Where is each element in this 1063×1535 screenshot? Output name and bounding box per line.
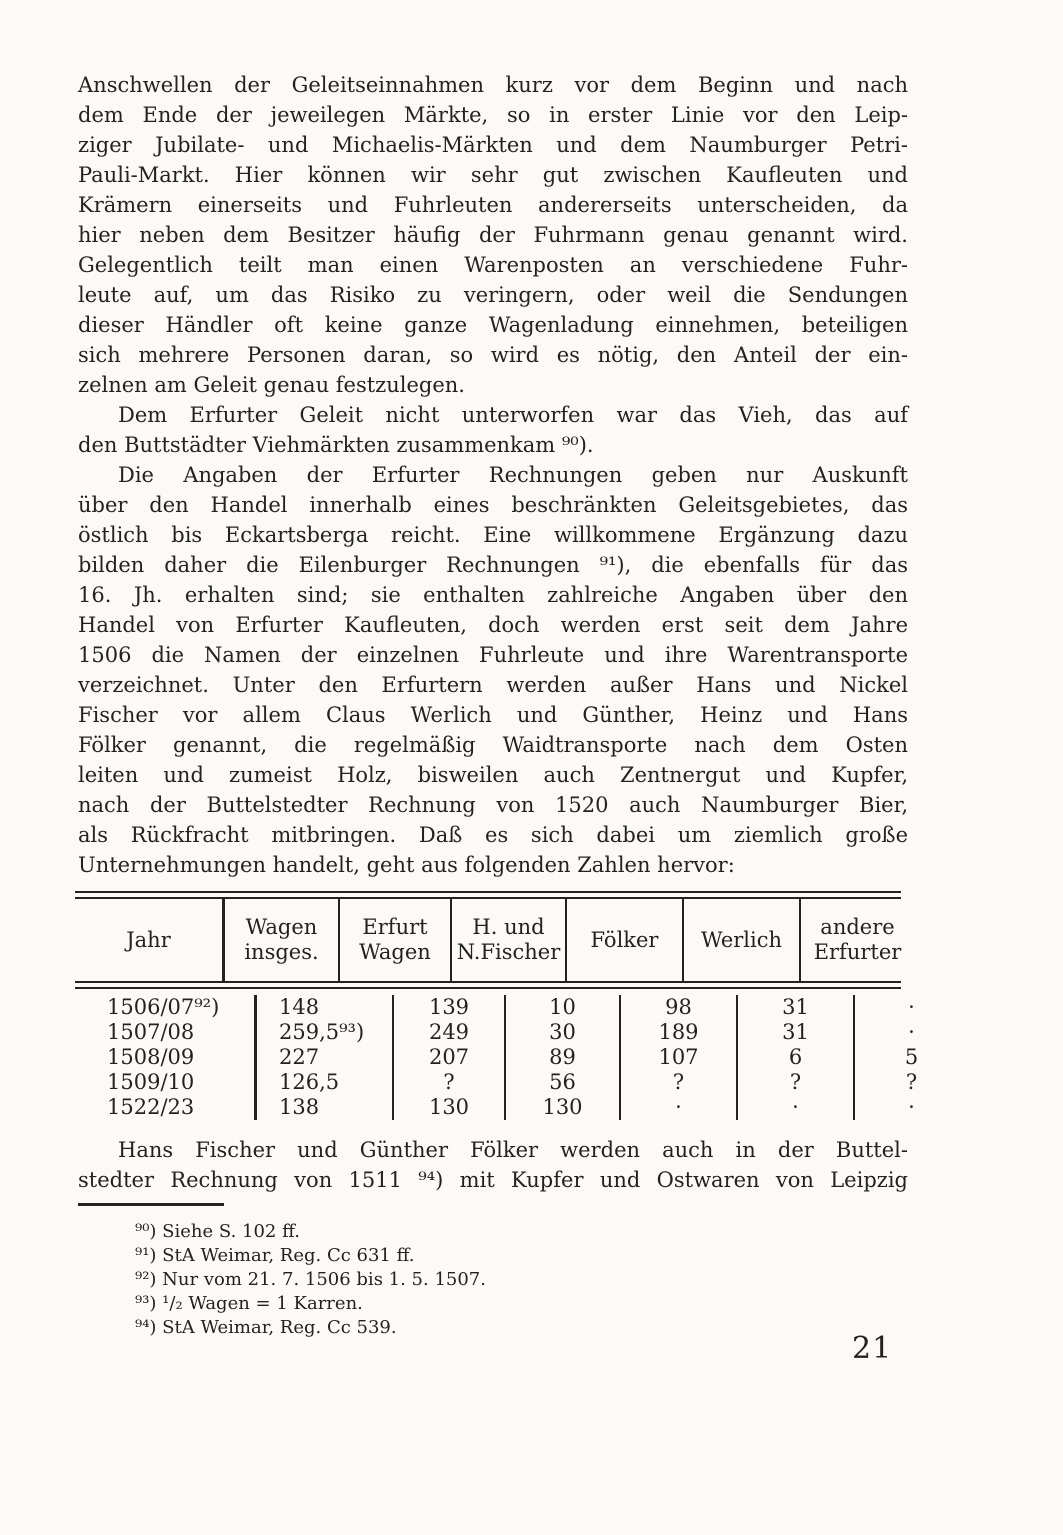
table-cell: 259,5⁹³) [256,1020,394,1045]
freight-statistics-table [75,891,919,1120]
table-header [75,899,914,981]
text-line: als Rückfracht mitbringen. Daß es sich dabei um ziemlich große [78,823,908,847]
text-line: zelnen am Geleit genau festzulegen. [78,373,465,397]
text-line: Die Angaben der Erfurter Rechnungen geben nur Auskunft [118,463,908,487]
table-row [75,1020,968,1045]
table-cell: 189 [620,1020,737,1045]
table-cell: · [908,1095,915,1119]
text-line: Fischer vor allem Claus Werlich und Günther, Heinz und Hans [78,703,908,727]
table-cell: ? [905,1070,918,1094]
table-cell: 89 [505,1045,620,1070]
table-row [75,1095,968,1120]
table-cell: ? [393,1070,505,1095]
body-text [78,70,908,880]
column-header: Wagen insges. [224,899,340,981]
table-cell: 5 [904,1045,919,1069]
footnote: ⁹³) ¹/₂ Wagen = 1 Karren. [135,1293,363,1314]
text-line: Pauli-Markt. Hier können wir sehr gut zwischen Kaufleuten und [78,163,908,187]
footnote: ⁹⁴) StA Weimar, Reg. Cc 539. [135,1317,397,1338]
table-header-row [75,899,914,981]
table-cell: 31 [737,995,854,1020]
text-line: 1506 die Namen der einzelnen Fuhrleute und ihre Warentransporte [78,643,908,667]
column-header: H. und N.Fischer [451,899,566,981]
table-cell: 138 [256,1095,394,1120]
table-cell: 130 [393,1095,505,1120]
table-cell: 6 [737,1045,854,1070]
table-cell: 207 [393,1045,505,1070]
text-line: Handel von Erfurter Kaufleuten, doch werden erst seit dem Jahre [78,613,908,637]
table-cell: · [620,1095,737,1120]
table-cell: 107 [620,1045,737,1070]
text-line: Anschwellen der Geleitseinnahmen kurz vor dem Beginn und nach [78,73,908,97]
table-cell: 30 [505,1020,620,1045]
table-cell: · [908,995,915,1019]
footnote: ⁹²) Nur vom 21. 7. 1506 bis 1. 5. 1507. [135,1269,486,1290]
column-header: andere Erfurter [813,915,902,964]
text-line: Hans Fischer und Günther Fölker werden auch in der Buttel- [118,1138,908,1162]
table-cell: 10 [505,995,620,1020]
table-cell: · [737,1095,854,1120]
table-row [75,995,968,1020]
table-cell: 1509/10 [75,1070,256,1095]
text-line: 16. Jh. erhalten sind; sie enthalten zahlreiche Angaben über den [78,583,908,607]
text-line: Dem Erfurter Geleit nicht unterworfen war das Vieh, das auf [118,403,908,427]
table-cell: · [908,1020,915,1044]
text-line: Fölker genannt, die regelmäßig Waidtransporte nach dem Osten [78,733,908,757]
text-line: Unternehmungen handelt, geht aus folgenden Zahlen hervor: [78,853,735,877]
table-cell: 31 [737,1020,854,1045]
table-header-rule [75,981,901,989]
table-cell: 56 [505,1070,620,1095]
table-cell: ? [737,1070,854,1095]
table-cell: 1522/23 [75,1095,256,1120]
column-header: Jahr [75,899,224,981]
text-line: hier neben dem Besitzer häufig der Fuhrmann genau genannt wird. [78,223,908,247]
table-top-rule [75,891,901,899]
column-header: Werlich [683,899,800,981]
text-line: über den Handel innerhalb eines beschränkten Geleitsgebietes, das [78,493,908,517]
table-body [75,995,968,1120]
text-line: ziger Jubilate- und Michaelis-Märkten und dem Naumburger Petri- [78,133,908,157]
text-line: östlich bis Eckartsberga reicht. Eine willkommene Ergänzung dazu [78,523,908,547]
text-line: stedter Rechnung von 1511 ⁹⁴) mit Kupfer und Ostwaren von Leipzig [78,1168,908,1192]
text-line: bilden daher die Eilenburger Rechnungen ⁹¹), die ebenfalls für das [78,553,908,577]
text-line: den Buttstädter Viehmärkten zusammenkam ⁹⁰). [78,433,594,457]
table-cell: 249 [393,1020,505,1045]
footnote: ⁹⁰) Siehe S. 102 ff. [135,1221,300,1242]
table-cell: 1506/07⁹²) [75,995,256,1020]
text-line: dieser Händler oft keine ganze Wagenladung einnehmen, beteiligen [78,313,908,337]
footnote: ⁹¹) StA Weimar, Reg. Cc 631 ff. [135,1245,415,1266]
text-line: sich mehrere Personen daran, so wird es nötig, den Anteil der ein- [78,343,908,367]
table-cell: 139 [393,995,505,1020]
text-line: dem Ende der jeweilegen Märkte, so in erster Linie vor den Leip- [78,103,908,127]
page-number: 21 [852,1331,893,1366]
text-line: leute auf, um das Risiko zu veringern, oder weil die Sendungen [78,283,908,307]
text-line: Gelegentlich teilt man einen Warenposten an verschiedene Fuhr- [78,253,908,277]
table-cell: ? [620,1070,737,1095]
table-row [75,1045,968,1070]
table-cell: 1508/09 [75,1045,256,1070]
footnotes [78,1220,798,1340]
text-line: nach der Buttelstedter Rechnung von 1520 auch Naumburger Bier, [78,793,908,817]
table-cell: 1507/08 [75,1020,256,1045]
table-cell: 130 [505,1095,620,1120]
after-table-text [78,1135,908,1195]
table-cell: 98 [620,995,737,1020]
footnote-rule [78,1203,224,1206]
text-line: Krämern einerseits und Fuhrleuten andererseits unterscheiden, da [78,193,908,217]
column-header: Fölker [566,899,683,981]
column-header: Erfurt Wagen [339,899,451,981]
table-row [75,1070,968,1095]
text-line: leiten und zumeist Holz, bisweilen auch Zentnergut und Kupfer, [78,763,908,787]
table-cell: 148 [256,995,394,1020]
table-cell: 126,5 [256,1070,394,1095]
table-cell: 227 [256,1045,394,1070]
text-line: verzeichnet. Unter den Erfurtern werden außer Hans und Nickel [78,673,908,697]
